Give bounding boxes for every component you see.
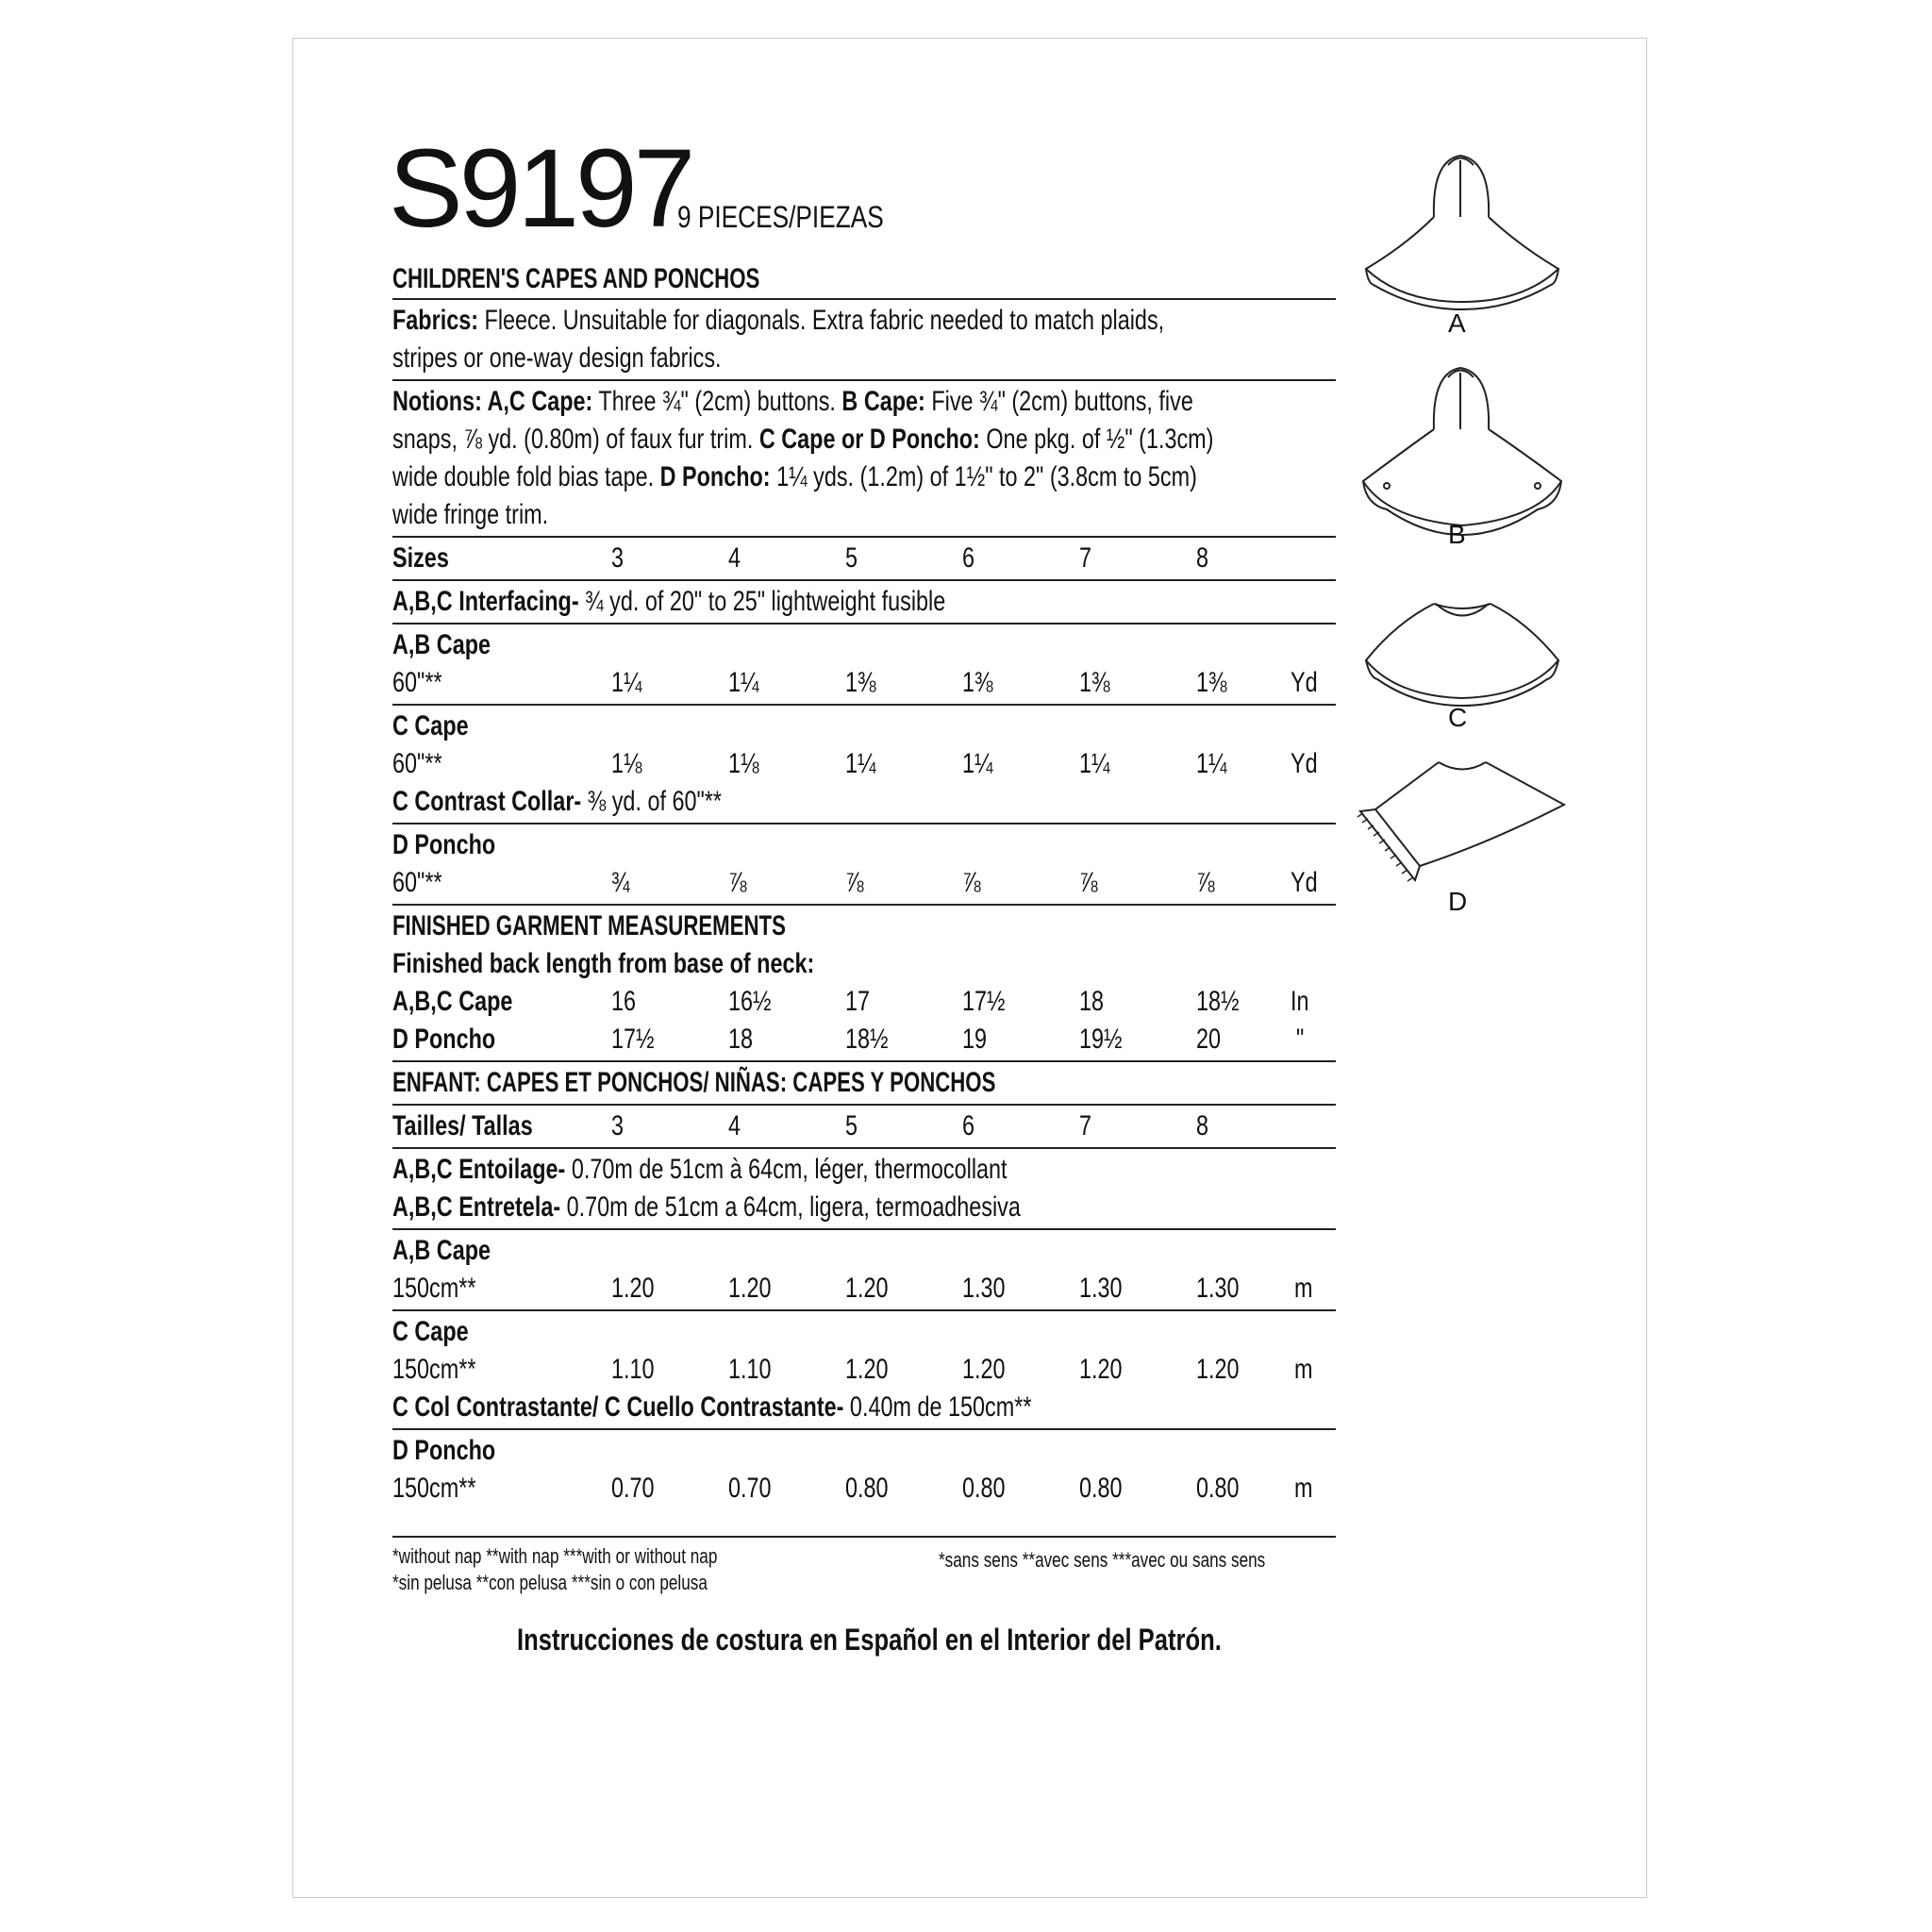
finished-d-length: 18 <box>728 1024 754 1055</box>
c-cape-yardage: 1¼ <box>845 748 876 779</box>
metric-d-label: D Poncho <box>392 1435 496 1466</box>
ab-cape-yardage: 1⅜ <box>1196 667 1227 698</box>
notions-line-2 <box>392 423 1213 457</box>
footnote-es: *sin pelusa **con pelusa ***sin o con pelusa <box>392 1571 708 1594</box>
notions-cd-label: C Cape or D Poncho: <box>758 424 980 455</box>
metric-sizes-label: Tailles/ Tallas <box>392 1110 533 1141</box>
ab-cape-yardage: 1⅜ <box>845 667 876 698</box>
size-value: 7 <box>1079 542 1092 574</box>
metric-size-value: 7 <box>1079 1110 1092 1141</box>
notions-text: One pkg. of ½" (1.3cm) <box>979 424 1214 455</box>
metric-col-label: C Col Contrastante/ C Cuello Contrastante- <box>392 1391 844 1423</box>
finished-subheading: Finished back length from base of neck: <box>392 948 815 979</box>
divider <box>392 298 1336 300</box>
entretela-text: 0.70m de 51cm a 64cm, ligera, termoadhesiva <box>560 1191 1021 1223</box>
metric-d-width: 150cm** <box>392 1473 476 1504</box>
finished-abc-length: 17½ <box>962 986 1006 1017</box>
divider <box>392 1536 1336 1538</box>
size-value: 6 <box>962 542 975 574</box>
divider <box>392 823 1336 824</box>
c-cape-yardage: 1¼ <box>1079 748 1110 779</box>
interfacing-row <box>392 585 945 619</box>
d-poncho-yardage: ⅞ <box>845 867 864 898</box>
divider <box>392 1428 1336 1430</box>
metric-c-meters: 1.20 <box>1196 1354 1240 1385</box>
view-b-cape-illustration <box>1363 368 1561 535</box>
ab-cape-yardage: 1¼ <box>728 667 759 698</box>
c-collar-label: C Contrast Collar- <box>392 786 582 817</box>
metric-c-width: 150cm** <box>392 1354 476 1385</box>
view-illustrations <box>1349 142 1575 934</box>
metric-d-meters: 0.70 <box>611 1473 655 1504</box>
divider <box>392 1309 1336 1311</box>
c-cape-yardage: 1⅛ <box>728 748 759 779</box>
entoilage-label: A,B,C Entoilage- <box>392 1154 566 1185</box>
pattern-title: CHILDREN'S CAPES AND PONCHOS <box>392 263 760 294</box>
finished-d-length: 19 <box>962 1024 988 1055</box>
interfacing-text: ¾ yd. of 20" to 25" lightweight fusible <box>578 586 946 617</box>
metric-ab-label: A,B Cape <box>392 1235 491 1266</box>
footnote-en: *without nap **with nap ***with or without nap <box>392 1544 718 1568</box>
finished-d-length: 18½ <box>845 1024 889 1055</box>
metric-col-row <box>392 1391 1031 1424</box>
metric-ab-meters: 1.30 <box>1079 1273 1123 1304</box>
fabrics-text-1: Fleece. Unsuitable for diagonals. Extra fabric needed to match plaids, <box>478 305 1165 336</box>
interfacing-label: A,B,C Interfacing- <box>392 586 579 617</box>
c-cape-label: C Cape <box>392 710 469 741</box>
divider <box>392 379 1336 381</box>
divider <box>392 579 1336 581</box>
notions-text: snaps, ⅞ yd. (0.80m) of faux fur trim. <box>392 424 759 455</box>
fabrics-line-1 <box>392 304 1164 338</box>
notions-text: Three ¾" (2cm) buttons. <box>592 386 842 417</box>
divider <box>392 904 1336 906</box>
metric-ab-meters: 1.20 <box>845 1273 889 1304</box>
metric-size-value: 3 <box>611 1110 625 1141</box>
entoilage-text: 0.70m de 51cm à 64cm, léger, thermocollant <box>565 1154 1008 1185</box>
finished-abc-length: 16 <box>611 986 637 1017</box>
divider <box>392 623 1336 625</box>
c-collar-text: ⅜ yd. of 60"** <box>581 786 723 817</box>
metric-heading: ENFANT: CAPES ET PONCHOS/ NIÑAS: CAPES Y PONCHOS <box>392 1067 996 1098</box>
notions-text: 1¼ yds. (1.2m) of 1½" to 2" (3.8cm to 5cm) <box>770 461 1197 492</box>
d-poncho-label: D Poncho <box>392 829 496 860</box>
finished-heading: FINISHED GARMENT MEASUREMENTS <box>392 910 786 941</box>
ab-cape-yardage: 1¼ <box>611 667 642 698</box>
metric-c-meters: 1.10 <box>728 1354 772 1385</box>
ab-cape-label: A,B Cape <box>392 629 491 660</box>
view-c-label: C <box>1448 703 1468 732</box>
c-cape-yardage: 1¼ <box>962 748 993 779</box>
metric-d-meters: 0.80 <box>845 1473 889 1504</box>
finished-d-label: D Poncho <box>392 1024 496 1055</box>
finished-d-length: 17½ <box>611 1024 655 1055</box>
metric-ab-width: 150cm** <box>392 1273 476 1304</box>
notions-text: Five ¾" (2cm) buttons, five <box>924 386 1193 417</box>
metric-c-label: C Cape <box>392 1316 469 1347</box>
notions-text: wide double fold bias tape. <box>392 461 660 492</box>
notions-line-1 <box>392 385 1193 419</box>
size-value: 5 <box>845 542 858 574</box>
divider <box>392 1060 1336 1062</box>
view-b-label: B <box>1448 520 1466 549</box>
footnote-fr: *sans sens **avec sens ***avec ou sans sens <box>939 1548 1266 1572</box>
size-value: 4 <box>728 542 741 574</box>
notions-d-label: D Poncho: <box>659 461 771 492</box>
entretela-label: A,B,C Entretela- <box>392 1191 561 1223</box>
divider <box>392 1104 1336 1106</box>
d-poncho-unit: Yd <box>1291 867 1318 898</box>
c-cape-yardage: 1¼ <box>1196 748 1227 779</box>
metric-ab-meters: 1.20 <box>728 1273 772 1304</box>
d-poncho-yardage: ⅞ <box>1079 867 1098 898</box>
divider <box>392 536 1336 538</box>
metric-d-meters: 0.80 <box>1196 1473 1240 1504</box>
ab-cape-yardage: 1⅜ <box>1079 667 1110 698</box>
notions-line-3 <box>392 460 1197 494</box>
d-poncho-yardage: ⅞ <box>962 867 981 898</box>
entoilage-row <box>392 1153 1008 1187</box>
finished-abc-unit: In <box>1291 986 1309 1017</box>
notions-b-label: B Cape: <box>841 386 925 417</box>
metric-c-meters: 1.20 <box>1079 1354 1123 1385</box>
metric-d-meters: 0.80 <box>1079 1473 1123 1504</box>
fabrics-label: Fabrics: <box>392 305 479 336</box>
metric-ab-unit: m <box>1294 1273 1313 1304</box>
finished-abc-length: 17 <box>845 986 871 1017</box>
finished-d-length: 19½ <box>1079 1024 1123 1055</box>
size-value: 8 <box>1196 542 1209 574</box>
metric-c-meters: 1.20 <box>845 1354 889 1385</box>
d-poncho-yardage: ⅞ <box>728 867 747 898</box>
ab-cape-unit: Yd <box>1291 667 1318 698</box>
view-c-cape-illustration <box>1366 604 1558 706</box>
metric-size-value: 8 <box>1196 1110 1209 1141</box>
metric-col-text: 0.40m de 150cm** <box>843 1391 1032 1423</box>
divider <box>392 1228 1336 1230</box>
entretela-row <box>392 1191 1021 1224</box>
metric-c-meters: 1.10 <box>611 1354 655 1385</box>
d-poncho-width: 60"** <box>392 867 442 898</box>
metric-size-value: 5 <box>845 1110 858 1141</box>
notions-label: Notions: A,C Cape: <box>392 386 593 417</box>
c-collar-row <box>392 785 722 819</box>
view-d-poncho-illustration <box>1357 762 1564 881</box>
divider <box>392 1147 1336 1149</box>
metric-ab-meters: 1.30 <box>962 1273 1006 1304</box>
c-cape-unit: Yd <box>1291 748 1318 779</box>
size-value: 3 <box>611 542 625 574</box>
finished-abc-label: A,B,C Cape <box>392 986 513 1017</box>
metric-ab-meters: 1.20 <box>611 1273 655 1304</box>
metric-c-unit: m <box>1294 1354 1313 1385</box>
notions-line-4: wide fringe trim. <box>392 499 549 530</box>
finished-abc-length: 16½ <box>728 986 772 1017</box>
metric-size-value: 4 <box>728 1110 741 1141</box>
view-a-label: A <box>1448 308 1466 338</box>
metric-d-meters: 0.80 <box>962 1473 1006 1504</box>
c-cape-width: 60"** <box>392 748 442 779</box>
finished-d-unit: " <box>1296 1024 1305 1055</box>
metric-d-unit: m <box>1294 1473 1313 1504</box>
d-poncho-yardage: ¾ <box>611 867 630 898</box>
d-poncho-yardage: ⅞ <box>1196 867 1215 898</box>
finished-abc-length: 18½ <box>1196 986 1240 1017</box>
metric-c-meters: 1.20 <box>962 1354 1006 1385</box>
fabrics-line-2: stripes or one-way design fabrics. <box>392 342 722 374</box>
ab-cape-width: 60"** <box>392 667 442 698</box>
footer-instructions: Instrucciones de costura en Español en el Interior del Patrón. <box>517 1623 1222 1657</box>
sizes-label: Sizes <box>392 542 449 574</box>
pattern-number: S9197 <box>389 126 692 251</box>
ab-cape-yardage: 1⅜ <box>962 667 993 698</box>
c-cape-yardage: 1⅛ <box>611 748 642 779</box>
divider <box>392 704 1336 706</box>
view-a-cape-illustration <box>1366 156 1558 309</box>
pieces-count: 9 PIECES/PIEZAS <box>677 200 884 234</box>
finished-abc-length: 18 <box>1079 986 1105 1017</box>
metric-size-value: 6 <box>962 1110 975 1141</box>
finished-d-length: 20 <box>1196 1024 1222 1055</box>
metric-ab-meters: 1.30 <box>1196 1273 1240 1304</box>
view-d-label: D <box>1448 887 1468 916</box>
metric-d-meters: 0.70 <box>728 1473 772 1504</box>
